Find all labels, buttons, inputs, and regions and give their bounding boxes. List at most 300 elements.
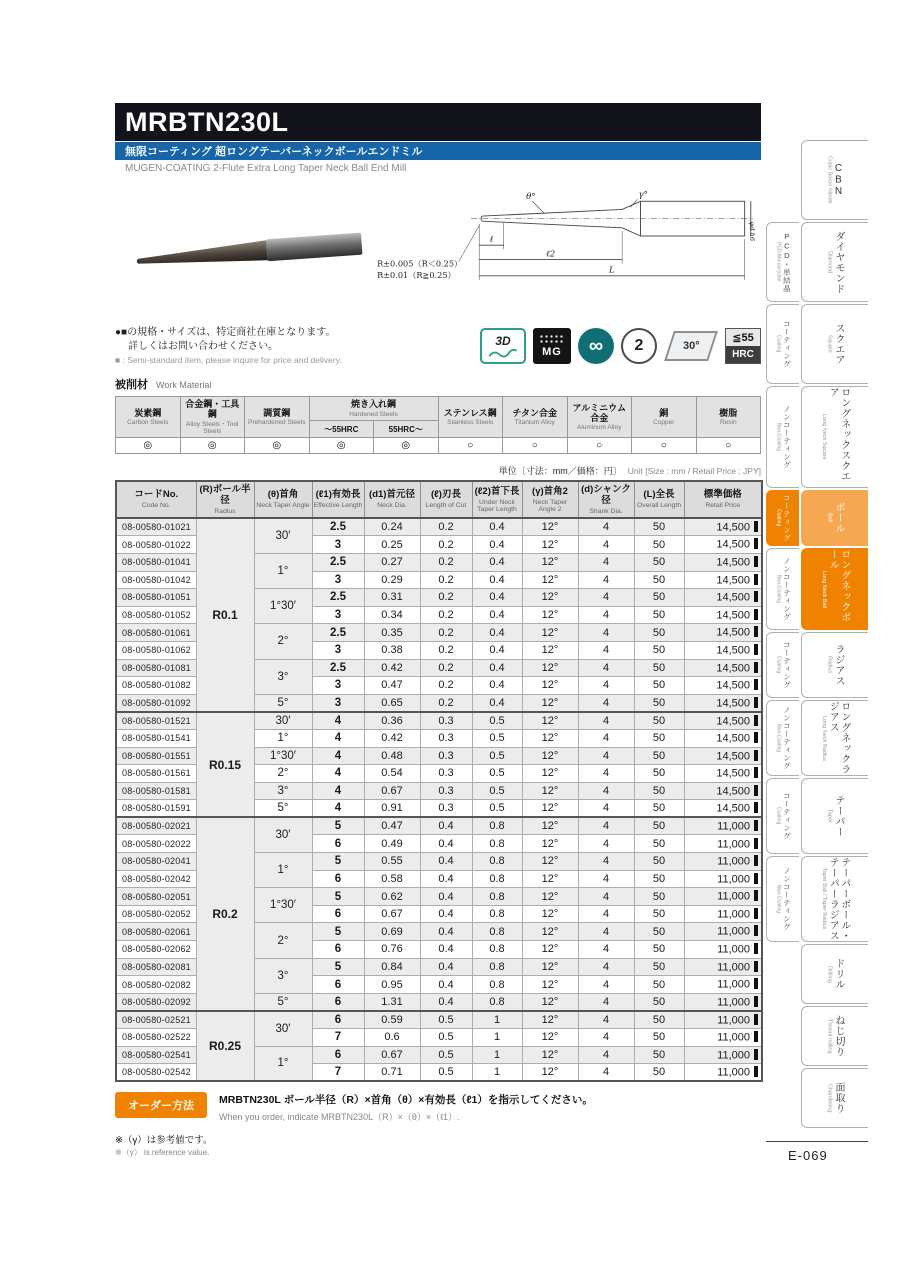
main-content — [115, 103, 761, 1158]
shank-dia-cell: 4 — [578, 729, 634, 747]
semi-standard-mark — [754, 715, 758, 726]
effective-length-cell: 3 — [312, 571, 364, 589]
price-cell: 14,500 — [684, 765, 762, 783]
effective-length-cell: 2.5 — [312, 659, 364, 677]
sidebar-tab-long-neck-ball[interactable]: Long Neck Ball ロングネックボール — [801, 548, 868, 630]
neck-angle2-cell: 12° — [522, 659, 578, 677]
sidebar-sub-tab-diamond[interactable]: PCD-Monocrystal PCD・単結晶 — [766, 222, 799, 302]
shank-dia-cell: 4 — [578, 571, 634, 589]
neck-angle-cell: 1° — [254, 853, 312, 888]
shank-dia-cell: 4 — [578, 1011, 634, 1029]
sidebar-row — [766, 700, 868, 776]
sidebar-tab-long-neck-square[interactable]: Long Neck Square ロングネックスクエア — [801, 386, 868, 488]
mg-dots-glyph — [539, 334, 565, 344]
under-neck-length-cell: 0.8 — [472, 905, 522, 923]
neck-dia-cell: 0.84 — [364, 958, 420, 976]
overall-length-cell: 50 — [634, 747, 684, 765]
shank-dia-cell: 4 — [578, 1029, 634, 1047]
neck-angle-cell: 30′ — [254, 518, 312, 553]
sidebar-tab-drilling[interactable]: Drilling ドリル — [801, 944, 868, 1004]
price-cell: 14,500 — [684, 641, 762, 659]
mugen-coating-icon: MG — [533, 328, 571, 364]
semi-standard-mark — [754, 908, 758, 919]
under-neck-length-cell: 0.4 — [472, 641, 522, 659]
code-cell: 08-00580-01551 — [116, 747, 196, 765]
overall-length-cell: 50 — [634, 853, 684, 871]
sidebar-row — [766, 548, 868, 630]
sidebar-sub-tab-long-neck-ball[interactable]: Non-Coating ノンコーティング — [766, 548, 799, 630]
semi-standard-mark — [754, 802, 758, 813]
neck-angle2-cell: 12° — [522, 571, 578, 589]
sidebar-tab-taper-ball-radius[interactable]: Taper Ball / Taper Radius テーパーボール・テーパーラジアス — [801, 856, 868, 942]
order-text-en: When you order, indicate MRBTN230L（R）×（θ）×（ℓ1）. — [219, 1112, 460, 1123]
feature-badges — [480, 326, 761, 364]
price-cell: 14,500 — [684, 800, 762, 818]
neck-angle2-cell: 12° — [522, 888, 578, 906]
under-neck-length-cell: 0.8 — [472, 853, 522, 871]
price-cell: 14,500 — [684, 536, 762, 554]
code-cell: 08-00580-02061 — [116, 923, 196, 941]
shank-dia-cell: 4 — [578, 800, 634, 818]
neck-dia-cell: 0.24 — [364, 518, 420, 536]
price-cell: 11,000 — [684, 958, 762, 976]
price-cell: 11,000 — [684, 870, 762, 888]
length-of-cut-cell: 0.3 — [420, 747, 472, 765]
semi-standard-mark — [754, 855, 758, 866]
under-neck-length-cell: 0.8 — [472, 993, 522, 1011]
spec-row — [116, 518, 762, 536]
code-cell: 08-00580-01521 — [116, 712, 196, 730]
code-cell: 08-00580-01021 — [116, 518, 196, 536]
code-cell: 08-00580-02062 — [116, 941, 196, 959]
order-section — [115, 1092, 761, 1123]
effective-length-cell: 2.5 — [312, 589, 364, 607]
shank-dia-cell: 4 — [578, 606, 634, 624]
under-neck-length-cell: 0.4 — [472, 571, 522, 589]
under-neck-length-cell: 0.4 — [472, 518, 522, 536]
overall-length-cell: 50 — [634, 782, 684, 800]
footnote-ja: ※（γ）は参考値です。 — [115, 1135, 213, 1147]
spec-header-row — [116, 481, 762, 518]
neck-angle-cell: 2° — [254, 624, 312, 659]
length-of-cut-cell: 0.2 — [420, 536, 472, 554]
spec-col-header: (d)シャンク径 Shank Dia. — [578, 481, 634, 518]
effective-length-cell: 7 — [312, 1029, 364, 1047]
shank-dia-cell: 4 — [578, 1064, 634, 1082]
neck-dia-cell: 0.42 — [364, 729, 420, 747]
length-of-cut-cell: 0.4 — [420, 870, 472, 888]
price-cell: 11,000 — [684, 888, 762, 906]
effective-length-cell: 6 — [312, 976, 364, 994]
wm-col-header: ステンレス鋼 Stainless Steels — [438, 397, 503, 438]
effective-length-cell: 2.5 — [312, 518, 364, 536]
code-cell: 08-00580-02521 — [116, 1011, 196, 1029]
two-flute-icon: 2 — [621, 328, 657, 364]
sidebar-row — [766, 140, 868, 220]
spec-row — [116, 712, 762, 730]
order-method-button[interactable]: オーダー方法 — [115, 1092, 207, 1118]
sidebar-tab-diamond[interactable]: Diamond ダイヤモンド — [801, 222, 868, 302]
sidebar-sub-tab-ball[interactable]: Coating コーティング — [766, 490, 799, 546]
semi-standard-mark — [754, 961, 758, 972]
overall-length-cell: 50 — [634, 694, 684, 712]
effective-length-cell: 6 — [312, 1011, 364, 1029]
sidebar-sub-tab-long-neck-radius[interactable]: Non-Coating ノンコーティング — [766, 700, 799, 776]
under-neck-length-cell: 0.4 — [472, 553, 522, 571]
code-cell: 08-00580-02021 — [116, 817, 196, 835]
under-neck-length-cell: 0.4 — [472, 536, 522, 554]
wm-col-header: 銅 Copper — [632, 397, 697, 438]
effective-length-cell: 4 — [312, 782, 364, 800]
overall-length-cell: 50 — [634, 923, 684, 941]
code-cell: 08-00580-02542 — [116, 1064, 196, 1082]
overall-length-cell: 50 — [634, 905, 684, 923]
effective-length-cell: 4 — [312, 800, 364, 818]
spec-col-header: (ℓ1)有効長 Effective Length — [312, 481, 364, 518]
neck-dia-cell: 0.49 — [364, 835, 420, 853]
neck-angle2-cell: 12° — [522, 993, 578, 1011]
neck-dia-cell: 0.76 — [364, 941, 420, 959]
sidebar-tab-square[interactable]: Square スクエア — [801, 304, 868, 384]
overall-length-cell: 50 — [634, 993, 684, 1011]
effective-length-cell: 7 — [312, 1064, 364, 1082]
under-neck-length-cell: 0.4 — [472, 694, 522, 712]
price-cell: 14,500 — [684, 747, 762, 765]
overall-length-cell: 50 — [634, 641, 684, 659]
helix-angle-icon: 30° — [664, 331, 718, 361]
code-cell: 08-00580-02051 — [116, 888, 196, 906]
semi-standard-mark — [754, 574, 758, 585]
overall-length-cell: 50 — [634, 571, 684, 589]
effective-length-cell: 3 — [312, 677, 364, 695]
code-cell: 08-00580-01092 — [116, 694, 196, 712]
under-neck-length-cell: 0.4 — [472, 677, 522, 695]
sidebar-row — [766, 778, 868, 854]
price-cell: 14,500 — [684, 518, 762, 536]
under-neck-length-cell: 0.5 — [472, 782, 522, 800]
product-title-band — [115, 103, 761, 141]
neck-angle2-cell: 12° — [522, 923, 578, 941]
semi-standard-mark — [754, 662, 758, 673]
code-cell: 08-00580-02042 — [116, 870, 196, 888]
sidebar-row — [766, 944, 868, 1004]
effective-length-cell: 6 — [312, 1046, 364, 1064]
shank-dia-cell: 4 — [578, 923, 634, 941]
length-of-cut-cell: 0.4 — [420, 993, 472, 1011]
length-of-cut-cell: 0.2 — [420, 518, 472, 536]
semi-standard-mark — [754, 838, 758, 849]
code-cell: 08-00580-01591 — [116, 800, 196, 818]
code-cell: 08-00580-01541 — [116, 729, 196, 747]
semi-standard-mark — [754, 1014, 758, 1025]
length-of-cut-cell: 0.3 — [420, 712, 472, 730]
neck-angle-cell: 30′ — [254, 712, 312, 730]
length-of-cut-cell: 0.4 — [420, 835, 472, 853]
price-cell: 14,500 — [684, 553, 762, 571]
sidebar-tab-cbn[interactable]: Cubic Boron Nitride CBN — [801, 140, 868, 220]
shank-dia-cell: 4 — [578, 835, 634, 853]
spec-row — [116, 817, 762, 835]
spec-col-header: (R)ボール半径 Radius — [196, 481, 254, 518]
neck-dia-cell: 0.35 — [364, 624, 420, 642]
sidebar-row — [766, 386, 868, 488]
sidebar-sub-tab-taper[interactable]: Coating コーティング — [766, 778, 799, 854]
effective-length-cell: 5 — [312, 923, 364, 941]
semi-standard-note — [115, 326, 342, 365]
neck-angle2-cell: 12° — [522, 747, 578, 765]
code-cell: 08-00580-01082 — [116, 677, 196, 695]
semi-standard-mark — [754, 1049, 758, 1060]
length-of-cut-cell: 0.2 — [420, 694, 472, 712]
note-en: ■ : Semi-standard item, please inquire for price and delivery. — [115, 355, 342, 365]
3d-wave-glyph — [487, 348, 519, 359]
neck-dia-cell: 0.54 — [364, 765, 420, 783]
effective-length-cell: 6 — [312, 993, 364, 1011]
effective-length-cell: 3 — [312, 606, 364, 624]
length-of-cut-cell: 0.4 — [420, 888, 472, 906]
price-cell: 11,000 — [684, 835, 762, 853]
overall-length-cell: 50 — [634, 765, 684, 783]
price-cell: 11,000 — [684, 976, 762, 994]
wm-rating-cell: ◎ — [245, 437, 310, 453]
overall-length-cell: 50 — [634, 518, 684, 536]
wm-col-header: 炭素鋼 Carbon Steels — [116, 397, 181, 438]
shank-dia-cell: 4 — [578, 712, 634, 730]
category-sidebar — [766, 140, 868, 1128]
shank-dia-cell: 4 — [578, 553, 634, 571]
product-photo-art — [117, 212, 367, 292]
shank-dia-cell: 4 — [578, 694, 634, 712]
subtitle-en: MUGEN-COATING 2-Flute Extra Long Taper Neck Ball End Mill — [125, 163, 407, 174]
semi-standard-mark — [754, 697, 758, 708]
under-neck-length-cell: 0.8 — [472, 817, 522, 835]
neck-dia-cell: 0.65 — [364, 694, 420, 712]
shank-dia-cell: 4 — [578, 853, 634, 871]
sidebar-row — [766, 490, 868, 546]
semi-standard-mark — [754, 1031, 758, 1042]
sidebar-tab-chamfering[interactable]: Chamfering 面取り — [801, 1068, 868, 1128]
under-neck-length-cell: 0.8 — [472, 958, 522, 976]
semi-standard-mark — [754, 750, 758, 761]
overall-length-cell: 50 — [634, 589, 684, 607]
under-neck-length-cell: 0.8 — [472, 835, 522, 853]
diagram-r-tolerance-small: R±0.005（R＜0.25） — [377, 258, 463, 269]
neck-dia-cell: 0.36 — [364, 712, 420, 730]
sidebar-row — [766, 1006, 868, 1066]
neck-dia-cell: 0.95 — [364, 976, 420, 994]
sidebar-tab-ball[interactable]: Ball ボール — [801, 490, 868, 546]
dimension-diagram-svg — [377, 188, 757, 285]
overall-length-cell: 50 — [634, 712, 684, 730]
neck-angle2-cell: 12° — [522, 1011, 578, 1029]
overall-length-cell: 50 — [634, 536, 684, 554]
neck-angle2-cell: 12° — [522, 641, 578, 659]
code-cell: 08-00580-01051 — [116, 589, 196, 607]
under-neck-length-cell: 0.4 — [472, 659, 522, 677]
overall-length-cell: 50 — [634, 1046, 684, 1064]
sidebar-row — [766, 222, 868, 302]
neck-angle-cell: 5° — [254, 800, 312, 818]
neck-dia-cell: 0.69 — [364, 923, 420, 941]
sidebar-tab-taper[interactable]: Taper テーパー — [801, 778, 868, 854]
3d-model-icon: 3D — [480, 328, 526, 364]
price-cell: 14,500 — [684, 677, 762, 695]
length-of-cut-cell: 0.3 — [420, 765, 472, 783]
neck-angle2-cell: 12° — [522, 712, 578, 730]
neck-angle2-cell: 12° — [522, 518, 578, 536]
wm-rating-cell: ◎ — [309, 437, 374, 453]
neck-dia-cell: 0.71 — [364, 1064, 420, 1082]
semi-standard-mark — [754, 679, 758, 690]
price-cell: 14,500 — [684, 571, 762, 589]
diagram-gamma-label: γ° — [638, 190, 648, 201]
price-cell: 11,000 — [684, 1011, 762, 1029]
overall-length-cell: 50 — [634, 624, 684, 642]
price-cell: 14,500 — [684, 694, 762, 712]
under-neck-length-cell: 0.8 — [472, 888, 522, 906]
neck-dia-cell: 0.59 — [364, 1011, 420, 1029]
wm-hardness-subheader: 55HRC～ — [374, 421, 439, 438]
length-of-cut-cell: 0.4 — [420, 817, 472, 835]
under-neck-length-cell: 1 — [472, 1064, 522, 1082]
sidebar-row — [766, 632, 868, 698]
wm-rating-row — [116, 437, 761, 453]
spec-table-head — [116, 481, 762, 518]
neck-dia-cell: 0.47 — [364, 677, 420, 695]
length-of-cut-cell: 0.4 — [420, 905, 472, 923]
neck-angle-cell: 30′ — [254, 817, 312, 852]
length-of-cut-cell: 0.2 — [420, 641, 472, 659]
overall-length-cell: 50 — [634, 800, 684, 818]
price-cell: 11,000 — [684, 941, 762, 959]
wm-rating-cell: ○ — [696, 437, 761, 453]
price-cell: 11,000 — [684, 993, 762, 1011]
price-cell: 11,000 — [684, 1046, 762, 1064]
diagram-L-label: L — [609, 265, 615, 276]
effective-length-cell: 3 — [312, 694, 364, 712]
neck-dia-cell: 0.29 — [364, 571, 420, 589]
effective-length-cell: 6 — [312, 905, 364, 923]
neck-angle2-cell: 12° — [522, 536, 578, 554]
price-cell: 14,500 — [684, 659, 762, 677]
wm-rating-cell: ◎ — [180, 437, 245, 453]
neck-dia-cell: 0.62 — [364, 888, 420, 906]
neck-angle-cell: 1°30′ — [254, 747, 312, 765]
price-cell: 14,500 — [684, 782, 762, 800]
neck-angle2-cell: 12° — [522, 905, 578, 923]
length-of-cut-cell: 0.5 — [420, 1029, 472, 1047]
neck-angle2-cell: 12° — [522, 817, 578, 835]
page-number: E-069 — [788, 1148, 828, 1163]
meta-row — [115, 326, 761, 365]
effective-length-cell: 5 — [312, 853, 364, 871]
sidebar-sub-tab-radius[interactable]: Coating コーティング — [766, 632, 799, 698]
length-of-cut-cell: 0.4 — [420, 923, 472, 941]
code-cell: 08-00580-01041 — [116, 553, 196, 571]
radius-cell: R0.1 — [196, 518, 254, 712]
code-cell: 08-00580-01052 — [116, 606, 196, 624]
under-neck-length-cell: 0.5 — [472, 712, 522, 730]
sidebar-tab-radius[interactable]: Radius ラジアス — [801, 632, 868, 698]
length-of-cut-cell: 0.4 — [420, 958, 472, 976]
neck-angle-cell: 1° — [254, 729, 312, 747]
code-cell: 08-00580-02541 — [116, 1046, 196, 1064]
under-neck-length-cell: 1 — [472, 1011, 522, 1029]
neck-angle-cell: 5° — [254, 993, 312, 1011]
shank-dia-cell: 4 — [578, 747, 634, 765]
product-title: MRBTN230L — [125, 106, 289, 137]
neck-dia-cell: 0.91 — [364, 800, 420, 818]
neck-dia-cell: 0.38 — [364, 641, 420, 659]
shank-dia-cell: 4 — [578, 941, 634, 959]
shank-dia-cell: 4 — [578, 677, 634, 695]
neck-angle2-cell: 12° — [522, 976, 578, 994]
length-of-cut-cell: 0.2 — [420, 677, 472, 695]
note-ja-line1: ●■の規格・サイズは、特定商社在庫となります。 — [115, 327, 336, 338]
neck-angle-cell: 5° — [254, 694, 312, 712]
overall-length-cell: 50 — [634, 941, 684, 959]
order-texts — [219, 1092, 593, 1123]
radius-cell: R0.2 — [196, 817, 254, 1011]
sidebar-row — [766, 856, 868, 942]
neck-angle2-cell: 12° — [522, 677, 578, 695]
under-neck-length-cell: 1 — [472, 1029, 522, 1047]
shank-dia-cell: 4 — [578, 536, 634, 554]
unit-note: 単位〔寸法：mm／価格：円〕 Unit [Size : mm / Retail Price : JPY] — [498, 465, 761, 476]
semi-standard-mark — [754, 978, 758, 989]
length-of-cut-cell: 0.5 — [420, 1064, 472, 1082]
diagram-theta-label: θ° — [526, 192, 536, 203]
semi-standard-mark — [754, 591, 758, 602]
work-material-title: 被削材 Work Material — [115, 379, 212, 391]
shank-dia-cell: 4 — [578, 782, 634, 800]
spec-col-header: コードNo. Code No. — [116, 481, 196, 518]
neck-dia-cell: 0.27 — [364, 553, 420, 571]
under-neck-length-cell: 0.8 — [472, 923, 522, 941]
sidebar-tab-thread-milling[interactable]: Thread milling ねじ切り — [801, 1006, 868, 1066]
neck-angle2-cell: 12° — [522, 765, 578, 783]
length-of-cut-cell: 0.2 — [420, 589, 472, 607]
spec-col-header: (d1)首元径 Neck Dia. — [364, 481, 420, 518]
spec-col-header: (L)全長 Overall Length — [634, 481, 684, 518]
price-cell: 11,000 — [684, 923, 762, 941]
shank-dia-cell: 4 — [578, 888, 634, 906]
wm-col-header: 調質鋼 Prehardened Steels — [245, 397, 310, 438]
shank-dia-cell: 4 — [578, 817, 634, 835]
effective-length-cell: 2.5 — [312, 553, 364, 571]
sidebar-sub-tab-taper-ball-radius[interactable]: Non-Coating ノンコーティング — [766, 856, 799, 942]
wm-col-header: 合金鋼・工具鋼 Alloy Steels・Tool Steels — [180, 397, 245, 438]
neck-dia-cell: 0.67 — [364, 905, 420, 923]
length-of-cut-cell: 0.5 — [420, 1046, 472, 1064]
sidebar-sub-tab-long-neck-square[interactable]: Non-Coating ノンコーティング — [766, 386, 799, 488]
sidebar-tab-long-neck-radius[interactable]: Long Neck Radius ロングネックラジアス — [801, 700, 868, 776]
sidebar-row — [766, 1068, 868, 1128]
effective-length-cell: 5 — [312, 958, 364, 976]
wm-rating-cell: ◎ — [116, 437, 181, 453]
price-cell: 11,000 — [684, 905, 762, 923]
sidebar-sub-tab-square[interactable]: Coating コーティング — [766, 304, 799, 384]
neck-angle-cell: 1°30′ — [254, 888, 312, 923]
wm-rating-cell: ◎ — [374, 437, 439, 453]
effective-length-cell: 5 — [312, 888, 364, 906]
effective-length-cell: 3 — [312, 641, 364, 659]
hardness-icon: ≦55 HRC — [725, 328, 761, 364]
price-cell: 11,000 — [684, 1029, 762, 1047]
neck-dia-cell: 0.31 — [364, 589, 420, 607]
under-neck-length-cell: 0.4 — [472, 606, 522, 624]
shank-dia-cell: 4 — [578, 518, 634, 536]
